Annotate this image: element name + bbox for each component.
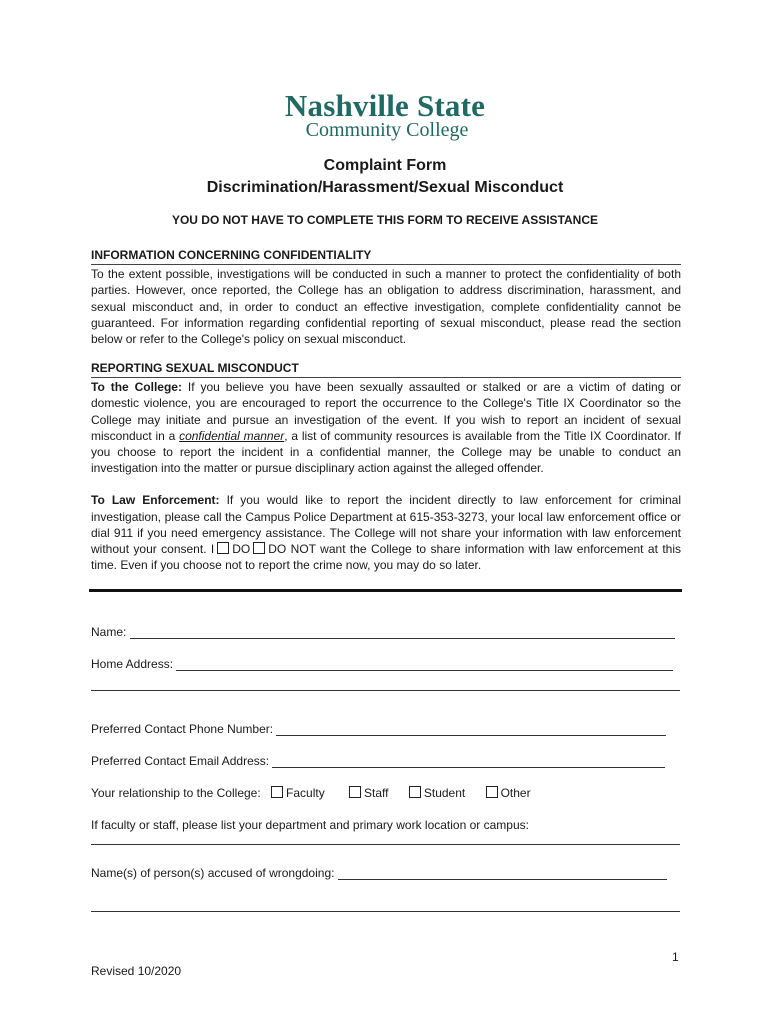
confidentiality-heading: INFORMATION CONCERNING CONFIDENTIALITY bbox=[91, 247, 681, 265]
accused-field bbox=[91, 866, 681, 880]
college-reporting-text-1: If you believe you have been sexually assaulted or stalked or are a victim of dating or domestic violence, you are encouraged to report the occurrence to the College's Title IX Coordinator so the College may initiate and pursue an investigation of the event. If you wish to report an incident of sexual misconduct in a bbox=[91, 380, 681, 443]
name-field bbox=[91, 625, 681, 639]
form-title bbox=[0, 155, 770, 199]
staff-label: Staff bbox=[364, 786, 389, 800]
reporting-section bbox=[91, 360, 681, 573]
home-address-line-2[interactable] bbox=[91, 690, 680, 691]
relationship-field bbox=[91, 786, 681, 800]
relationship-option-student[interactable] bbox=[406, 786, 465, 800]
student-label: Student bbox=[423, 786, 466, 800]
relationship-option-faculty[interactable] bbox=[268, 786, 325, 800]
page-number: 1 bbox=[672, 950, 679, 964]
college-reporting-paragraph bbox=[91, 379, 681, 476]
relationship-label: Your relationship to the College: bbox=[91, 786, 261, 800]
name-input[interactable] bbox=[130, 626, 675, 639]
home-address-field bbox=[91, 657, 681, 671]
department-label: If faculty or staff, please list your department and primary work location or campus: bbox=[91, 818, 529, 832]
home-address-label: Home Address: bbox=[91, 657, 174, 671]
form-title-line2: Discrimination/Harassment/Sexual Misconduct bbox=[206, 179, 564, 196]
relationship-option-staff[interactable] bbox=[346, 786, 388, 800]
do-not-share-label: DO NOT want the College to share information with law enforcement at this time. bbox=[91, 542, 681, 573]
law-enforcement-paragraph bbox=[91, 492, 681, 573]
college-reporting-label: To the College: bbox=[91, 380, 182, 395]
reporting-heading: REPORTING SEXUAL MISCONDUCT bbox=[91, 360, 681, 378]
logo-subname: Community College bbox=[305, 119, 469, 141]
law-enforcement-text-1: If you would like to report the incident directly to law enforcement for criminal investigation, please call the Campus Police Department at 615-353-3273, your local law enforcement office or dial 911 if you need emergency assistance. The College will not share your information with law enforcement without your consent. I bbox=[91, 493, 681, 557]
law-enforcement-label: To Law Enforcement: bbox=[91, 493, 220, 508]
college-logo bbox=[0, 90, 770, 140]
name-label: Name: bbox=[91, 625, 127, 639]
email-field bbox=[91, 754, 681, 768]
email-input[interactable] bbox=[272, 755, 665, 768]
confidentiality-section bbox=[91, 247, 681, 347]
faculty-checkbox[interactable] bbox=[271, 786, 283, 798]
do-not-share-checkbox[interactable] bbox=[253, 542, 265, 554]
other-label: Other bbox=[500, 786, 531, 800]
phone-label: Preferred Contact Phone Number: bbox=[91, 722, 274, 736]
accused-label: Name(s) of person(s) accused of wrongdoing: bbox=[91, 866, 335, 880]
college-reporting-text-2: , a list of community resources is available from the Title IX Coordinator. If you choose to report the incident in a confidential manner, the College may be unable to conduct an investigation into the matter or pursue disciplinary action against the alleged offender. bbox=[91, 428, 681, 476]
form-title-line1: Complaint Form bbox=[323, 157, 447, 174]
accused-line-2[interactable] bbox=[91, 911, 680, 912]
student-checkbox[interactable] bbox=[409, 786, 421, 798]
assistance-notice: YOU DO NOT HAVE TO COMPLETE THIS FORM TO RECEIVE ASSISTANCE bbox=[171, 213, 599, 227]
other-checkbox[interactable] bbox=[486, 786, 498, 798]
law-enforcement-text-2: Even if you choose not to report the crime now, you may do so later. bbox=[117, 558, 482, 573]
faculty-label: Faculty bbox=[286, 786, 325, 800]
department-field bbox=[91, 818, 681, 832]
home-address-input[interactable] bbox=[176, 658, 673, 671]
revision-date: Revised 10/2020 bbox=[91, 964, 182, 978]
do-share-label: DO bbox=[232, 542, 251, 557]
confidential-manner-link[interactable]: confidential manner bbox=[179, 428, 285, 443]
accused-input[interactable] bbox=[338, 867, 667, 880]
staff-checkbox[interactable] bbox=[349, 786, 361, 798]
phone-field bbox=[91, 722, 681, 736]
phone-input[interactable] bbox=[276, 723, 666, 736]
confidentiality-body: To the extent possible, investigations will be conducted in such a manner to protect the confidentiality of both parties. However, once reported, the College has an obligation to address discrimination, harassment, and sexual misconduct and, in order to conduct an effective investigation, complete confidentiality cannot be guaranteed. For information regarding confidential reporting of sexual misconduct, please read the section below or refer to the College's policy on sexual misconduct. bbox=[91, 267, 681, 347]
email-label: Preferred Contact Email Address: bbox=[91, 754, 270, 768]
section-divider bbox=[89, 589, 682, 592]
relationship-option-other[interactable] bbox=[483, 786, 531, 800]
do-share-checkbox[interactable] bbox=[217, 542, 229, 554]
department-input[interactable] bbox=[91, 844, 680, 845]
logo-name: Nashville State bbox=[284, 88, 486, 123]
